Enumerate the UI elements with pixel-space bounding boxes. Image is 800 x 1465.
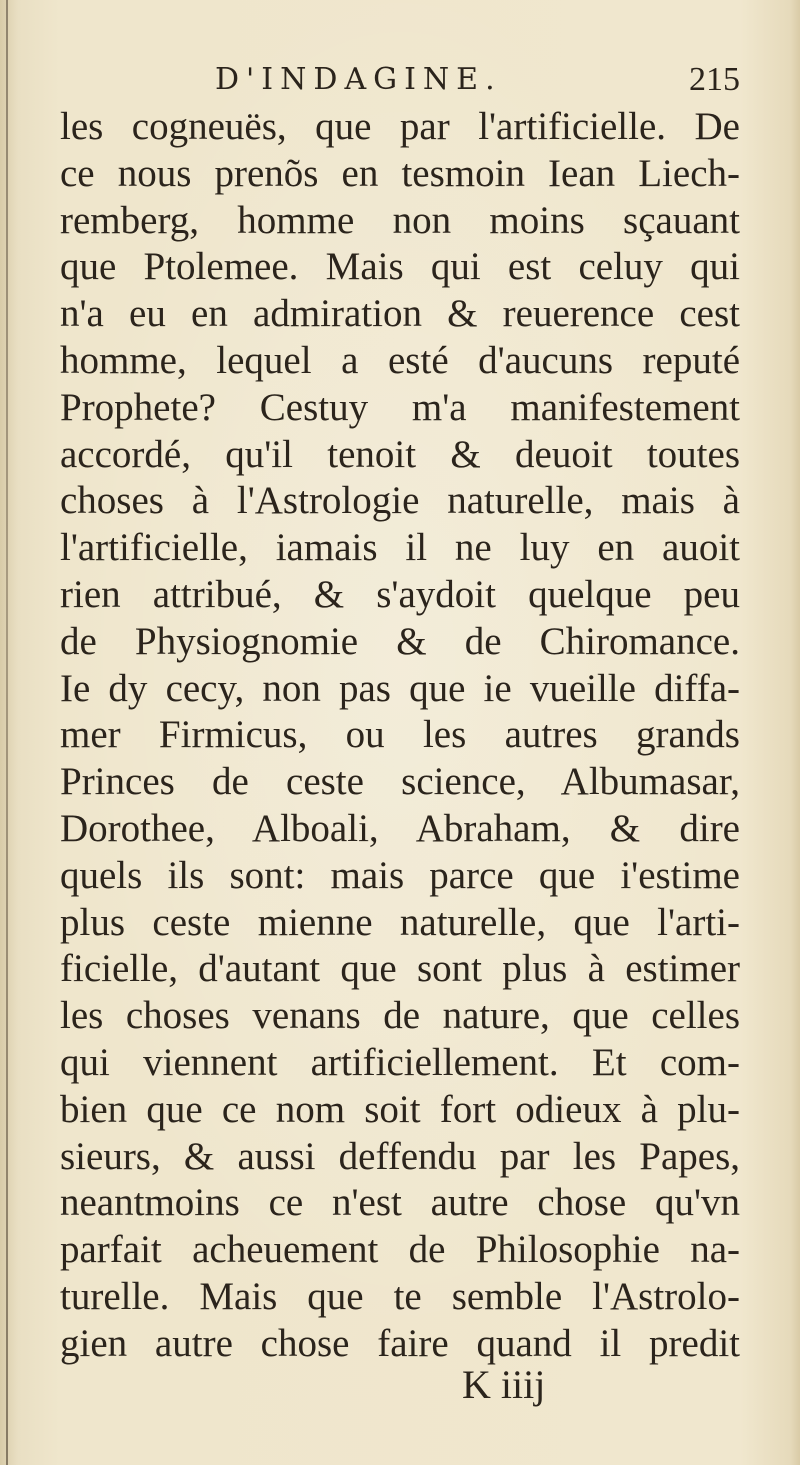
- text-line: n'a eu en admiration & reuerence cest: [60, 292, 740, 336]
- body-text: [60, 104, 740, 1368]
- text-line: neantmoins ce n'est autre chose qu'vn: [60, 1181, 740, 1225]
- running-head: [60, 56, 740, 104]
- running-head-title: D'INDAGINE.: [215, 62, 502, 97]
- text-line: bien que ce nom soit fort odieux à plu-: [60, 1087, 740, 1131]
- text-line: l'artificielle, iamais il ne luy en auoit: [60, 526, 740, 570]
- text-line: Prophete? Cestuy m'a manifestement: [60, 385, 740, 429]
- text-line: ficielle, d'autant que sont plus à estimer: [60, 947, 740, 991]
- page-number: 215: [689, 61, 740, 98]
- binding-gutter: [6, 0, 8, 1465]
- text-line: plus ceste mienne naturelle, que l'arti-: [60, 900, 740, 944]
- text-line: remberg, homme non moins sçauant: [60, 198, 740, 242]
- text-line: parfait acheuement de Philosophie na-: [60, 1228, 740, 1272]
- text-line: Ie dy cecy, non pas que ie vueille diffa-: [60, 666, 740, 710]
- text-line: rien attribué, & s'aydoit quelque peu: [60, 572, 740, 616]
- text-line: gien autre chose faire quand il predit: [60, 1321, 740, 1365]
- text-line: mer Firmicus, ou les autres grands: [60, 713, 740, 757]
- signature-mark: K iiij: [462, 1362, 546, 1407]
- text-line: quels ils sont: mais parce que i'estime: [60, 853, 740, 897]
- text-line: ce nous prenõs en tesmoin Iean Liech-: [60, 151, 740, 195]
- text-line: homme, lequel a esté d'aucuns reputé: [60, 338, 740, 382]
- text-line: de Physiognomie & de Chiromance.: [60, 619, 740, 663]
- text-line: choses à l'Astrologie naturelle, mais à: [60, 479, 740, 523]
- text-line: accordé, qu'il tenoit & deuoit toutes: [60, 432, 740, 476]
- text-line: sieurs, & aussi deffendu par les Papes,: [60, 1134, 740, 1178]
- text-line: que Ptolemee. Mais qui est celuy qui: [60, 245, 740, 289]
- text-line: turelle. Mais que te semble l'Astrolo-: [60, 1274, 740, 1318]
- text-line: les choses venans de nature, que celles: [60, 994, 740, 1038]
- text-line: Princes de ceste science, Albumasar,: [60, 760, 740, 804]
- text-line: qui viennent artificiellement. Et com-: [60, 1040, 740, 1084]
- text-line: les cogneuës, que par l'artificielle. De: [60, 105, 740, 148]
- text-line: Dorothee, Alboali, Abraham, & dire: [60, 806, 740, 850]
